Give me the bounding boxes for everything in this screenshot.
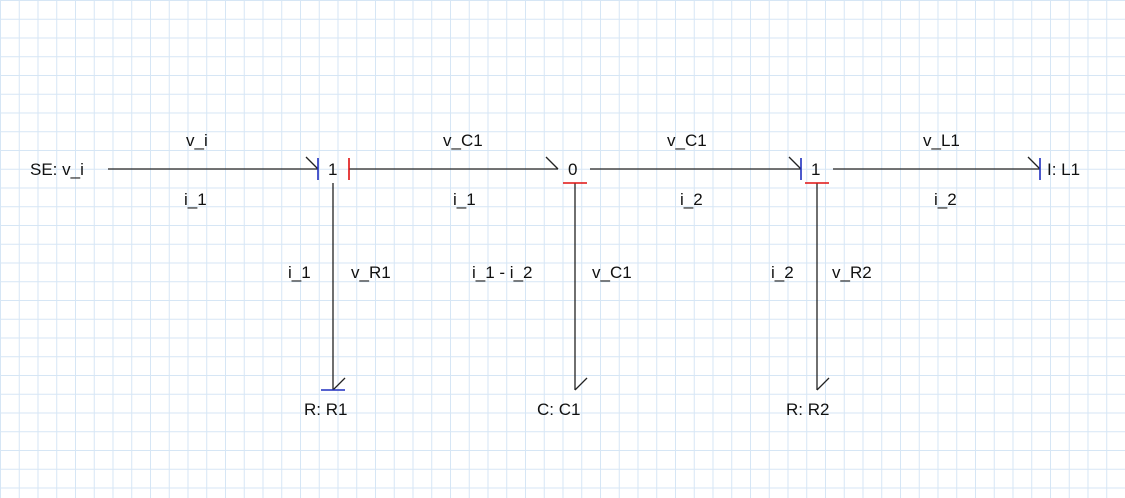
bond-j1-to-j0[interactable] — [349, 157, 558, 180]
bond-half-arrow — [546, 157, 558, 169]
element-resistor-r2[interactable]: R: R2 — [786, 400, 830, 419]
bond-half-arrow — [789, 157, 801, 169]
bond-source-flow-label: i_1 — [184, 190, 207, 209]
bond-c1-flow-label: i_1 - i_2 — [472, 263, 533, 282]
bond-half-arrow — [306, 157, 318, 169]
element-source[interactable]: SE: v_i — [30, 160, 84, 179]
bond-j1-to-r1[interactable] — [321, 183, 345, 390]
junction-1-left[interactable]: 1 — [328, 160, 338, 179]
bond-half-arrow — [575, 378, 587, 390]
bond-c1-effort-label: v_C1 — [592, 263, 632, 282]
bond-j0-to-j1[interactable] — [590, 157, 801, 180]
element-inertia[interactable]: I: L1 — [1047, 160, 1081, 179]
junction-1-right[interactable]: 1 — [811, 160, 821, 179]
bond-inertia-flow-label: i_2 — [934, 190, 957, 209]
bond-j1-to-inertia[interactable] — [833, 157, 1040, 180]
bond-r1-effort-label: v_R1 — [351, 263, 391, 282]
bond-source-to-j1[interactable] — [108, 157, 318, 180]
element-resistor-r1[interactable]: R: R1 — [304, 400, 348, 419]
junction-0-center[interactable]: 0 — [568, 160, 578, 179]
bond-source-effort-label: v_i — [186, 131, 208, 150]
bond-inertia-effort-label: v_L1 — [923, 131, 960, 150]
bond-r2-effort-label: v_R2 — [832, 263, 872, 282]
bond-j0-j1-flow-label: i_2 — [680, 190, 703, 209]
bond-j0-j1-effort-label: v_C1 — [667, 131, 707, 150]
bond-r1-flow-label: i_1 — [288, 263, 311, 282]
bond-j1-j0-effort-label: v_C1 — [443, 131, 483, 150]
bond-j1-to-r2[interactable] — [805, 183, 829, 390]
bond-half-arrow — [1028, 157, 1040, 169]
bond-j1-j0-flow-label: i_1 — [453, 190, 476, 209]
bond-half-arrow — [333, 378, 345, 390]
bond-j0-to-c1[interactable] — [563, 183, 587, 390]
bond-r2-flow-label: i_2 — [771, 263, 794, 282]
bond-half-arrow — [817, 378, 829, 390]
element-capacitor-c1[interactable]: C: C1 — [537, 400, 581, 419]
